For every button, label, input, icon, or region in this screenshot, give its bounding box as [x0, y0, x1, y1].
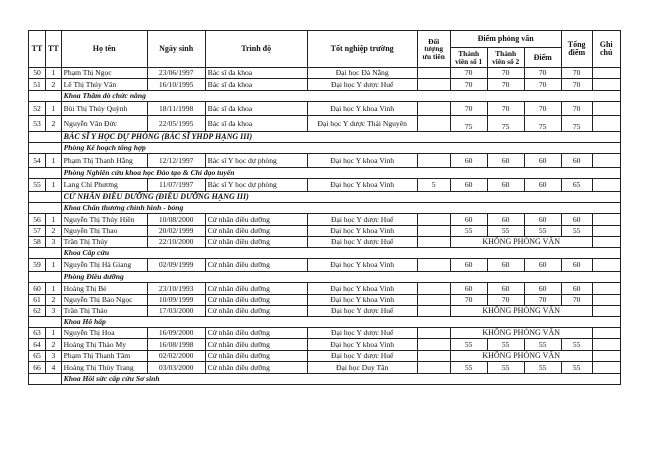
- cell-ho-ten: Nguyễn Thị Thao: [61, 226, 147, 237]
- cell-trinh-do: Cử nhân điều dưỡng: [205, 295, 307, 306]
- cell-doi-tuong: [417, 351, 450, 362]
- table-row: [29, 226, 621, 237]
- cell-ghi-chu: [592, 102, 620, 116]
- cell-ghi-chu: [592, 116, 620, 132]
- cell-doi-tuong: 5: [417, 179, 450, 192]
- section-row: [29, 143, 621, 154]
- cell-absent-note: KHÔNG PHỎNG VẤN: [450, 351, 592, 362]
- cell-tot-nghiep: Đại học Y dược Huế: [307, 306, 417, 317]
- table-row: [29, 116, 621, 132]
- cell-ghi-chu: [592, 237, 620, 248]
- cell-tt2: 1: [46, 102, 62, 116]
- cell-ghi-chu: [592, 351, 620, 362]
- cell-tot-nghiep: Đại học Y dược Huế: [307, 328, 417, 339]
- cell-tong-diem: 60: [561, 283, 592, 295]
- cell-ghi-chu: [592, 154, 620, 168]
- cell-tt2: 2: [46, 116, 62, 132]
- cell-absent-note: KHÔNG PHỎNG VẤN: [450, 328, 592, 339]
- cell-trinh-do: Cử nhân điều dưỡng: [205, 214, 307, 226]
- cell-ho-ten: Nguyễn Thị Thúy Hiền: [61, 214, 147, 226]
- cell-thanh-vien-1: 55: [450, 226, 487, 237]
- cell-ghi-chu: [592, 259, 620, 272]
- cell-diem: 60: [524, 259, 561, 272]
- table-row: [29, 154, 621, 168]
- cell-tt1: 58: [29, 237, 46, 248]
- cell-ghi-chu: [592, 362, 620, 374]
- table-row: [29, 179, 621, 192]
- cell-ngay-sinh: 16/09/2000: [147, 328, 205, 339]
- cell-thanh-vien-1: 60: [450, 259, 487, 272]
- cell-ghi-chu: [592, 226, 620, 237]
- header-tt1: TT: [29, 31, 46, 68]
- section-row: [29, 168, 621, 179]
- table-row: [29, 259, 621, 272]
- section-row: [29, 248, 621, 259]
- table-row: [29, 306, 621, 317]
- section-spacer: [29, 317, 62, 328]
- cell-thanh-vien-1: 75: [450, 116, 487, 132]
- cell-trinh-do: Bác sĩ đa khoa: [205, 68, 307, 79]
- cell-tt2: 1: [46, 328, 62, 339]
- cell-tot-nghiep: Đại học Y dược Thái Nguyên: [307, 116, 417, 132]
- section-spacer: [29, 143, 62, 154]
- cell-tt2: 3: [46, 351, 62, 362]
- cell-tot-nghiep: Đại học Y dược Huế: [307, 237, 417, 248]
- header-diem: Điểm: [524, 48, 561, 68]
- section-row: [29, 91, 621, 102]
- cell-ghi-chu: [592, 339, 620, 351]
- cell-tot-nghiep: Đại học Y khoa Vinh: [307, 295, 417, 306]
- cell-tt1: 63: [29, 328, 46, 339]
- cell-ghi-chu: [592, 214, 620, 226]
- cell-doi-tuong: [417, 295, 450, 306]
- cell-ngay-sinh: 03/03/2000: [147, 362, 205, 374]
- cell-ho-ten: Nguyễn Thị Bảo Ngọc: [61, 295, 147, 306]
- cell-ho-ten: Phạm Thị Ngọc: [61, 68, 147, 79]
- cell-tt2: 1: [46, 214, 62, 226]
- cell-ho-ten: Phạm Thị Thanh Hằng: [61, 154, 147, 168]
- section-spacer: [29, 168, 62, 179]
- cell-diem: 75: [524, 116, 561, 132]
- section-spacer: [29, 272, 62, 283]
- cell-tot-nghiep: Đại học Y khoa Vinh: [307, 339, 417, 351]
- cell-ho-ten: Nguyễn Văn Đức: [61, 116, 147, 132]
- cell-diem: 60: [524, 283, 561, 295]
- section-row: [29, 203, 621, 214]
- cell-diem: 60: [524, 179, 561, 192]
- cell-tt1: 53: [29, 116, 46, 132]
- cell-tt1: 57: [29, 226, 46, 237]
- section-spacer: [29, 132, 62, 143]
- table-row: [29, 79, 621, 91]
- cell-tt2: 1: [46, 179, 62, 192]
- cell-doi-tuong: [417, 328, 450, 339]
- cell-trinh-do: Bác sĩ đa khoa: [205, 116, 307, 132]
- cell-thanh-vien-2: 60: [487, 154, 524, 168]
- table-row: [29, 295, 621, 306]
- cell-diem: 70: [524, 68, 561, 79]
- cell-ghi-chu: [592, 79, 620, 91]
- cell-thanh-vien-1: 55: [450, 362, 487, 374]
- cell-trinh-do: Cử nhân điều dưỡng: [205, 362, 307, 374]
- cell-ho-ten: Hoàng Thị Thảo My: [61, 339, 147, 351]
- cell-tt1: 65: [29, 351, 46, 362]
- table-row: [29, 102, 621, 116]
- cell-ngay-sinh: 12/12/1997: [147, 154, 205, 168]
- cell-diem: 55: [524, 339, 561, 351]
- cell-ho-ten: Hoàng Thị Bé: [61, 283, 147, 295]
- cell-ngay-sinh: 20/02/1999: [147, 226, 205, 237]
- header-tong-diem: Tổng điểm: [561, 31, 592, 68]
- cell-thanh-vien-2: 70: [487, 102, 524, 116]
- cell-tong-diem: 70: [561, 102, 592, 116]
- section-spacer: [29, 91, 62, 102]
- cell-tot-nghiep: Đại học Y khoa Vinh: [307, 179, 417, 192]
- section-label: Khoa Hô hấp: [61, 317, 620, 328]
- cell-ghi-chu: [592, 179, 620, 192]
- cell-tt1: 59: [29, 259, 46, 272]
- header-ngay-sinh: Ngày sinh: [147, 31, 205, 68]
- cell-tong-diem: 70: [561, 68, 592, 79]
- cell-doi-tuong: [417, 68, 450, 79]
- cell-tt1: 54: [29, 154, 46, 168]
- cell-tong-diem: 70: [561, 295, 592, 306]
- header-ghi-chu: Ghi chú: [592, 31, 620, 68]
- cell-tot-nghiep: Đại học Y dược Huế: [307, 79, 417, 91]
- cell-tt2: 2: [46, 79, 62, 91]
- cell-thanh-vien-1: 60: [450, 179, 487, 192]
- cell-tong-diem: 60: [561, 259, 592, 272]
- cell-ngay-sinh: 17/03/2000: [147, 306, 205, 317]
- section-label: CỬ NHÂN ĐIỀU DƯỠNG (ĐIỀU DƯỠNG HẠNG III): [61, 192, 620, 203]
- cell-tt1: 55: [29, 179, 46, 192]
- cell-doi-tuong: [417, 237, 450, 248]
- cell-tt2: 1: [46, 283, 62, 295]
- table-row: [29, 328, 621, 339]
- table-row: [29, 68, 621, 79]
- cell-trinh-do: Cử nhân điều dưỡng: [205, 339, 307, 351]
- table-row: [29, 339, 621, 351]
- cell-tong-diem: 55: [561, 339, 592, 351]
- table-row: [29, 362, 621, 374]
- cell-ngay-sinh: 10/09/1999: [147, 295, 205, 306]
- cell-doi-tuong: [417, 226, 450, 237]
- cell-tt2: 3: [46, 306, 62, 317]
- cell-tt2: 1: [46, 259, 62, 272]
- section-spacer: [29, 374, 62, 385]
- cell-thanh-vien-2: 70: [487, 68, 524, 79]
- section-label: Khoa Hồi sức cấp cứu Sơ sinh: [61, 374, 620, 385]
- cell-thanh-vien-1: 70: [450, 295, 487, 306]
- cell-tot-nghiep: Đại học Đà Nẵng: [307, 68, 417, 79]
- section-spacer: [29, 203, 62, 214]
- interview-results-table: [28, 30, 621, 385]
- header-tt2: TT: [46, 31, 62, 68]
- cell-ngay-sinh: 10/08/2000: [147, 214, 205, 226]
- section-label: Khoa Thăm dò chức năng: [61, 91, 620, 102]
- cell-tt1: 56: [29, 214, 46, 226]
- cell-tt1: 64: [29, 339, 46, 351]
- cell-thanh-vien-2: 60: [487, 283, 524, 295]
- section-row: [29, 132, 621, 143]
- table-row: [29, 283, 621, 295]
- header-diem-phong-van: Điểm phỏng vấn: [450, 31, 561, 48]
- section-label: Khoa Chấn thương chỉnh hình - bỏng: [61, 203, 620, 214]
- cell-tong-diem: 55: [561, 362, 592, 374]
- cell-tot-nghiep: Đại học Duy Tân: [307, 362, 417, 374]
- cell-tt1: 60: [29, 283, 46, 295]
- section-row: [29, 272, 621, 283]
- header-ho-ten: Họ tên: [61, 31, 147, 68]
- cell-diem: 55: [524, 226, 561, 237]
- cell-trinh-do: Bác sĩ đa khoa: [205, 102, 307, 116]
- cell-doi-tuong: [417, 154, 450, 168]
- cell-tt2: 2: [46, 339, 62, 351]
- cell-ngay-sinh: 23/06/1997: [147, 68, 205, 79]
- table-row: [29, 351, 621, 362]
- section-spacer: [29, 192, 62, 203]
- cell-ghi-chu: [592, 306, 620, 317]
- results-sheet: [28, 30, 621, 385]
- cell-tot-nghiep: Đại học Y khoa Vinh: [307, 102, 417, 116]
- cell-tt2: 1: [46, 154, 62, 168]
- cell-ghi-chu: [592, 68, 620, 79]
- section-label: BÁC SĨ Y HỌC DỰ PHÒNG (BÁC SĨ YHDP HẠNG III): [61, 132, 620, 143]
- cell-tt1: 61: [29, 295, 46, 306]
- cell-tt2: 1: [46, 68, 62, 79]
- table-row: [29, 237, 621, 248]
- cell-diem: 70: [524, 102, 561, 116]
- header-tot-nghiep: Tốt nghiệp trường: [307, 31, 417, 68]
- cell-diem: 70: [524, 295, 561, 306]
- cell-ho-ten: Trần Thị Thúy: [61, 237, 147, 248]
- cell-tot-nghiep: Đại học Y khoa Vinh: [307, 154, 417, 168]
- section-label: Phòng Điều dưỡng: [61, 272, 620, 283]
- cell-tong-diem: 75: [561, 116, 592, 132]
- cell-tot-nghiep: Đại học Y dược Huế: [307, 351, 417, 362]
- cell-thanh-vien-2: 60: [487, 259, 524, 272]
- cell-tot-nghiep: Đại học Y khoa Vinh: [307, 226, 417, 237]
- cell-trinh-do: Cử nhân điều dưỡng: [205, 283, 307, 295]
- section-row: [29, 192, 621, 203]
- cell-thanh-vien-2: 60: [487, 214, 524, 226]
- cell-ngay-sinh: 02/02/2000: [147, 351, 205, 362]
- cell-thanh-vien-2: 60: [487, 179, 524, 192]
- cell-tt1: 52: [29, 102, 46, 116]
- cell-ho-ten: Nguyễn Thị Hoa: [61, 328, 147, 339]
- cell-tong-diem: 60: [561, 154, 592, 168]
- cell-thanh-vien-1: 60: [450, 154, 487, 168]
- cell-trinh-do: Cử nhân điều dưỡng: [205, 237, 307, 248]
- cell-doi-tuong: [417, 102, 450, 116]
- cell-trinh-do: Bác sĩ đa khoa: [205, 79, 307, 91]
- cell-ghi-chu: [592, 328, 620, 339]
- cell-ngay-sinh: 22/10/2000: [147, 237, 205, 248]
- cell-ngay-sinh: 11/07/1997: [147, 179, 205, 192]
- header-trinh-do: Trình độ: [205, 31, 307, 68]
- cell-ngay-sinh: 18/11/1998: [147, 102, 205, 116]
- table-row: [29, 214, 621, 226]
- cell-trinh-do: Cử nhân điều dưỡng: [205, 226, 307, 237]
- section-spacer: [29, 248, 62, 259]
- cell-ho-ten: Hoàng Thị Thùy Trang: [61, 362, 147, 374]
- cell-ngay-sinh: 23/10/1993: [147, 283, 205, 295]
- cell-thanh-vien-1: 70: [450, 68, 487, 79]
- cell-trinh-do: Cử nhân điều dưỡng: [205, 306, 307, 317]
- cell-trinh-do: Bác sĩ Y học dự phòng: [205, 154, 307, 168]
- cell-thanh-vien-2: 70: [487, 295, 524, 306]
- cell-tt2: 4: [46, 362, 62, 374]
- cell-ho-ten: Lê Thị Thúy Vân: [61, 79, 147, 91]
- cell-tt2: 3: [46, 237, 62, 248]
- cell-doi-tuong: [417, 362, 450, 374]
- cell-ngay-sinh: 02/09/1999: [147, 259, 205, 272]
- section-label: Phòng Kế hoạch tổng hợp: [61, 143, 620, 154]
- table-body: [29, 68, 621, 385]
- cell-thanh-vien-2: 75: [487, 116, 524, 132]
- cell-tot-nghiep: Đại học Y dược Huế: [307, 214, 417, 226]
- cell-doi-tuong: [417, 283, 450, 295]
- cell-thanh-vien-2: 55: [487, 362, 524, 374]
- cell-thanh-vien-1: 55: [450, 339, 487, 351]
- cell-tong-diem: 65: [561, 179, 592, 192]
- cell-absent-note: KHÔNG PHỎNG VẤN: [450, 306, 592, 317]
- cell-ghi-chu: [592, 295, 620, 306]
- cell-diem: 60: [524, 154, 561, 168]
- cell-diem: 55: [524, 362, 561, 374]
- cell-doi-tuong: [417, 214, 450, 226]
- cell-tong-diem: 55: [561, 226, 592, 237]
- cell-doi-tuong: [417, 79, 450, 91]
- cell-thanh-vien-1: 60: [450, 214, 487, 226]
- header-doi-tuong: Đối tượng ưu tiên: [417, 31, 450, 68]
- cell-thanh-vien-1: 70: [450, 79, 487, 91]
- cell-ngay-sinh: 16/08/1998: [147, 339, 205, 351]
- cell-tt1: 66: [29, 362, 46, 374]
- cell-doi-tuong: [417, 259, 450, 272]
- cell-thanh-vien-2: 55: [487, 339, 524, 351]
- section-label: Khoa Cấp cứu: [61, 248, 620, 259]
- cell-thanh-vien-2: 70: [487, 79, 524, 91]
- cell-tt1: 50: [29, 68, 46, 79]
- cell-ho-ten: Nguyễn Thị Hà Giang: [61, 259, 147, 272]
- cell-doi-tuong: [417, 116, 450, 132]
- cell-diem: 60: [524, 214, 561, 226]
- section-row: [29, 374, 621, 385]
- cell-tot-nghiep: Đại học Y khoa Vinh: [307, 259, 417, 272]
- cell-thanh-vien-1: 60: [450, 283, 487, 295]
- cell-doi-tuong: [417, 339, 450, 351]
- cell-ho-ten: Phạm Thị Thanh Tâm: [61, 351, 147, 362]
- cell-doi-tuong: [417, 306, 450, 317]
- cell-diem: 70: [524, 79, 561, 91]
- cell-tong-diem: 60: [561, 214, 592, 226]
- cell-trinh-do: Bác sĩ Y học dự phòng: [205, 179, 307, 192]
- cell-tt2: 2: [46, 226, 62, 237]
- cell-ghi-chu: [592, 283, 620, 295]
- cell-absent-note: KHÔNG PHỎNG VẤN: [450, 237, 592, 248]
- cell-tong-diem: 70: [561, 79, 592, 91]
- section-row: [29, 317, 621, 328]
- header-thanh-vien-2: Thành viên số 2: [487, 48, 524, 68]
- cell-tt1: 62: [29, 306, 46, 317]
- cell-tot-nghiep: Đại học Y khoa Vinh: [307, 283, 417, 295]
- cell-trinh-do: Cử nhân điều dưỡng: [205, 351, 307, 362]
- cell-ho-ten: Bùi Thị Thúy Quỳnh: [61, 102, 147, 116]
- cell-ho-ten: Lang Chí Phương: [61, 179, 147, 192]
- cell-trinh-do: Cử nhân điều dưỡng: [205, 328, 307, 339]
- cell-ngay-sinh: 22/05/1995: [147, 116, 205, 132]
- cell-trinh-do: Cử nhân điều dưỡng: [205, 259, 307, 272]
- cell-thanh-vien-1: 70: [450, 102, 487, 116]
- cell-ho-ten: Trần Thị Thảo: [61, 306, 147, 317]
- cell-tt1: 51: [29, 79, 46, 91]
- cell-ngay-sinh: 16/10/1995: [147, 79, 205, 91]
- cell-tt2: 2: [46, 295, 62, 306]
- cell-thanh-vien-2: 55: [487, 226, 524, 237]
- header-thanh-vien-1: Thành viên số 1: [450, 48, 487, 68]
- section-label: Phòng Nghiên cứu khoa học Đào tạo & Chỉ đạo tuyến: [61, 168, 620, 179]
